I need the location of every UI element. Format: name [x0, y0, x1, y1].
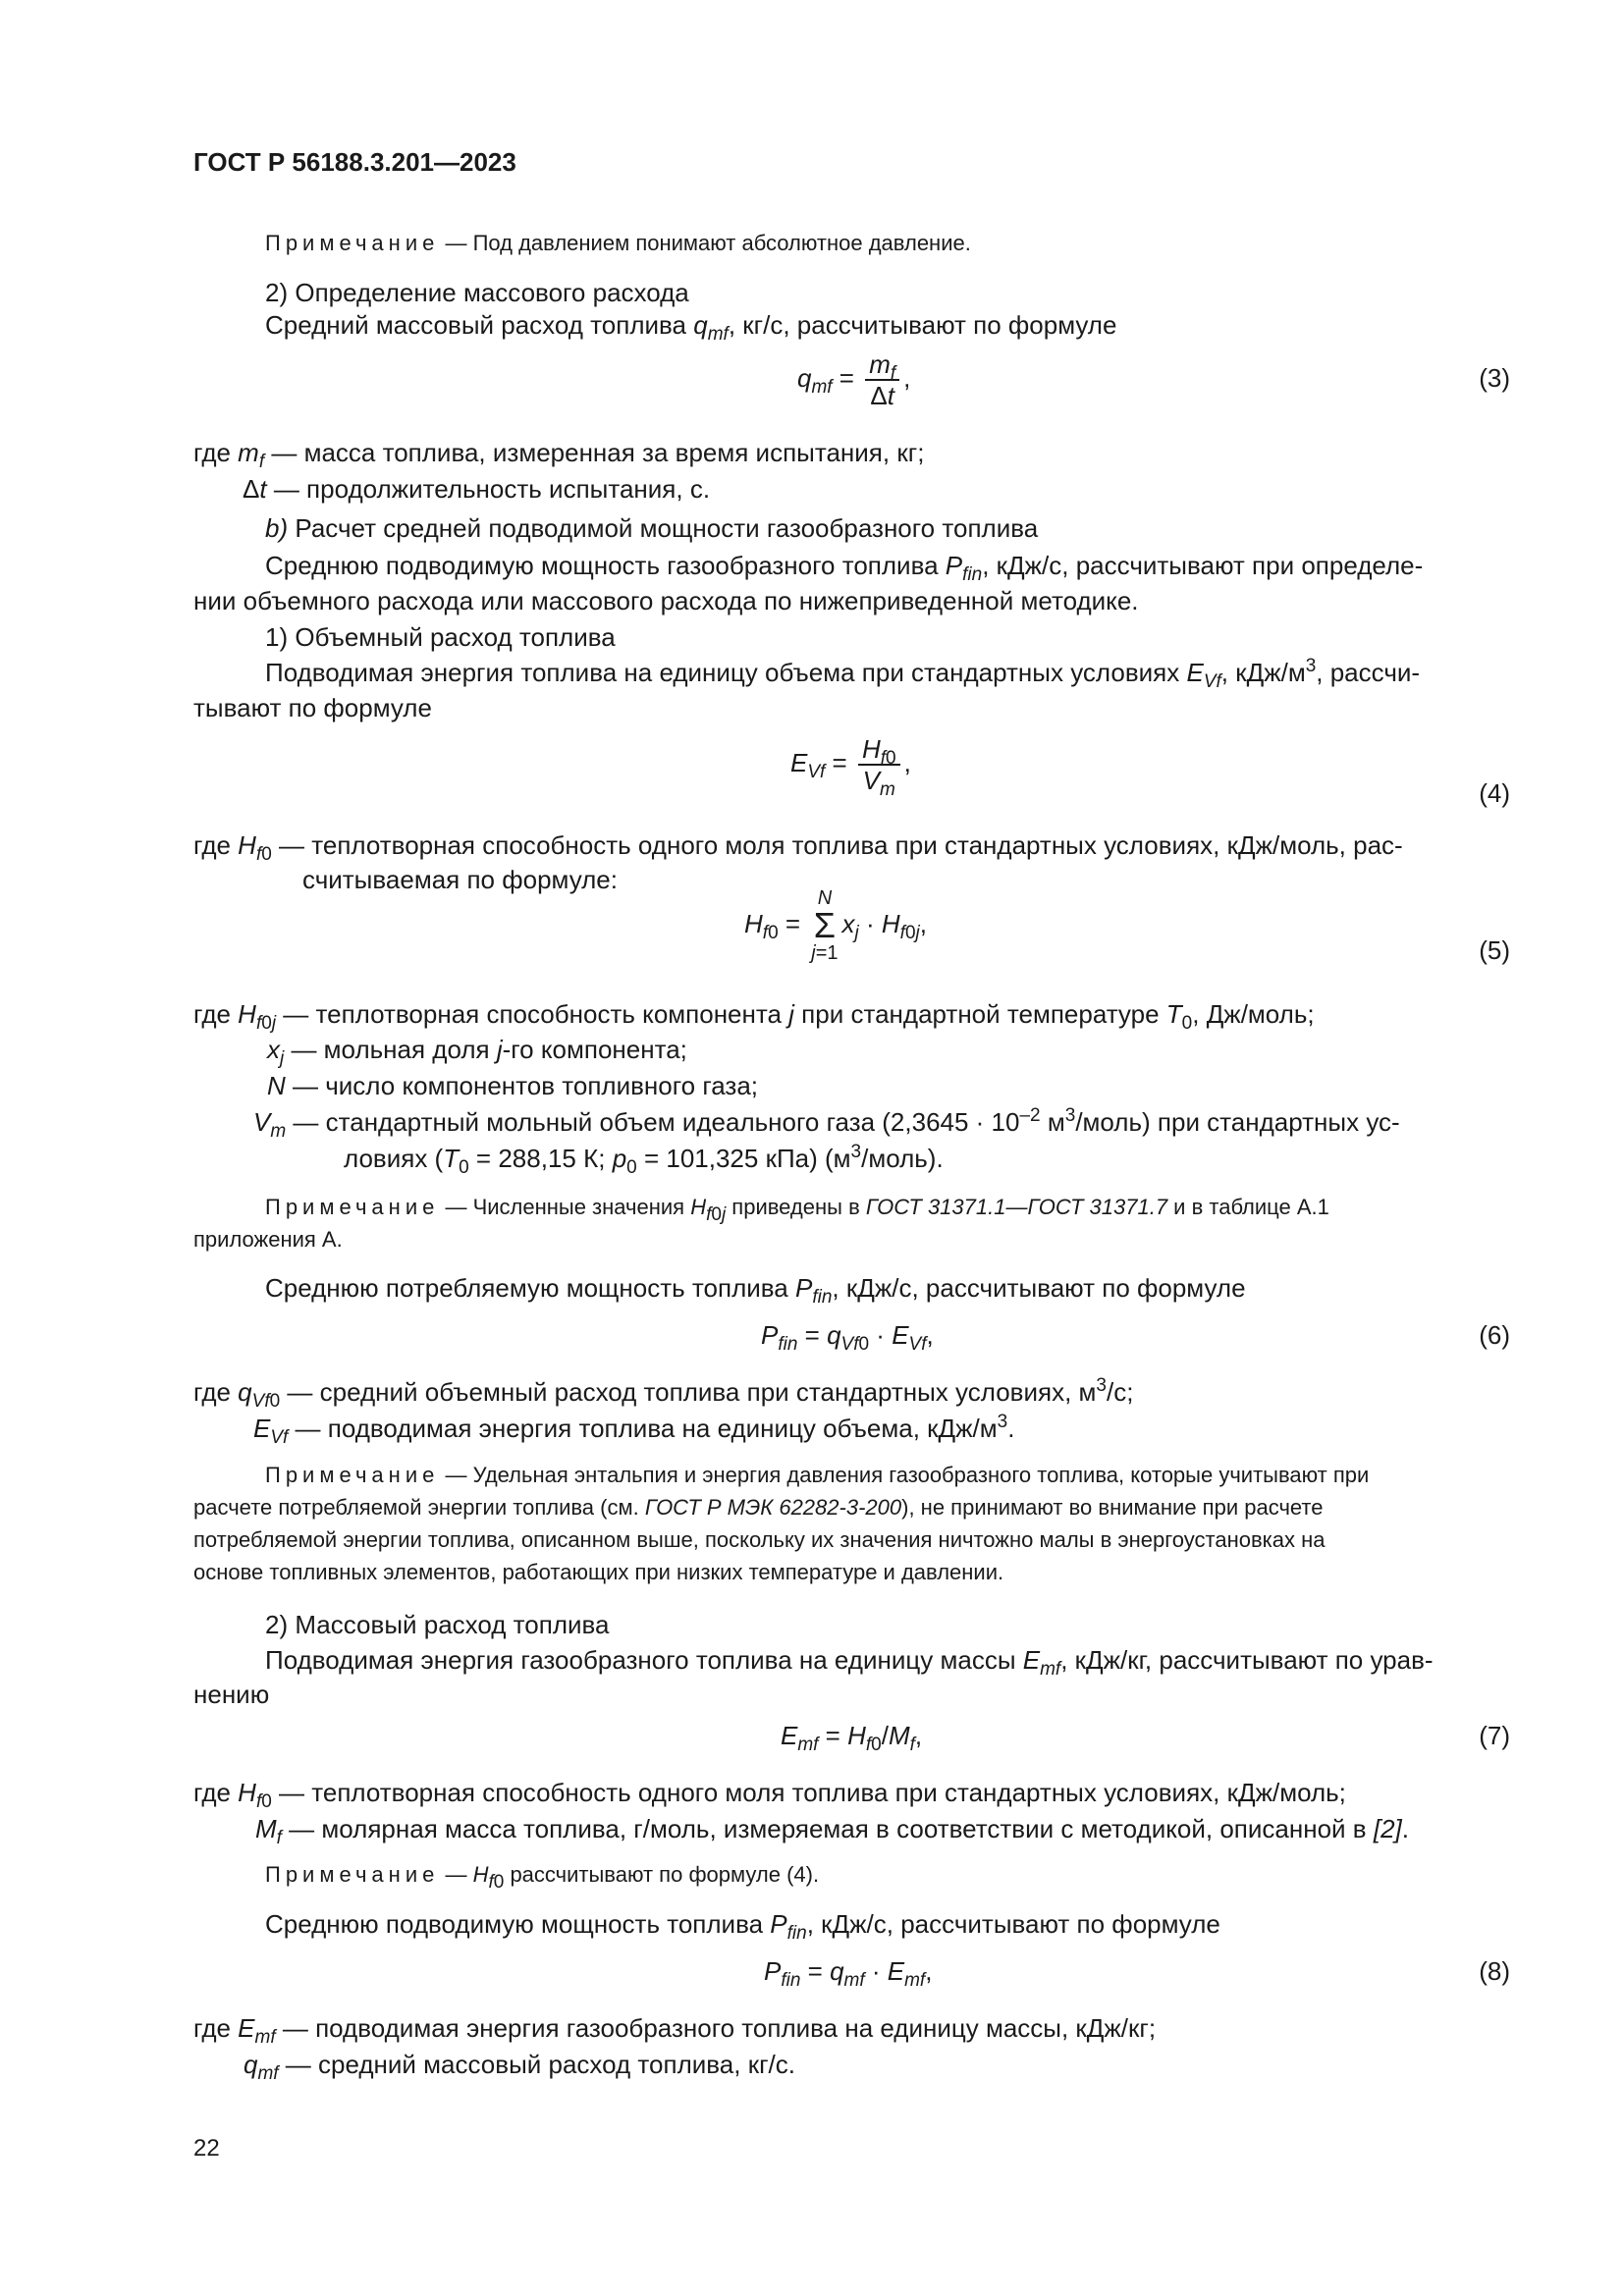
note-2-line2: приложения А.	[193, 1227, 343, 1252]
paragraph-avg-power-line1: Среднюю подводимую мощность газообразного топлива $P_{fin}$, кДж/с, рассчитывают при определе-	[265, 551, 1424, 585]
where-vm-line1: $V_m$ — стандартный мольный объем идеального газа ($2,3645 \cdot 10^{-2}$ $м^3/моль$) при стандартных ус-	[253, 1105, 1400, 1142]
paragraph-evf-line2: тывают по формуле	[193, 693, 432, 722]
paragraph-avg-input-power: Среднюю подводимую мощность топлива $P_{fin}$, кДж/с, рассчитывают по формуле	[265, 1909, 1220, 1944]
where-hf0-2: где $H_{f0}$ — теплотворная способность одного моля топлива при стандартных условиях, кДж/моль;	[193, 1778, 1346, 1812]
document-header: ГОСТ Р 56188.3.201—2023	[193, 147, 516, 177]
equation-number-3: (3)	[1479, 363, 1510, 393]
subsection-volume-flow: 1) Объемный расход топлива	[265, 622, 616, 652]
note-3-line2: расчете потребляемой энергии топлива (см. ГОСТ Р МЭК 62282-3-200), не принимают во внимание при расчете	[193, 1495, 1324, 1520]
where-emf: где $E_{mf}$ — подводимая энергия газообразного топлива на единицу массы, кДж/кг;	[193, 2013, 1157, 2048]
formula-8: $P_{fin} = q_{mf} \cdot E_{mf}$,	[764, 1956, 933, 1991]
equation-number-5: (5)	[1479, 935, 1510, 965]
page-number: 22	[193, 2135, 220, 2162]
where-hf0-line2: считываемая по формуле:	[302, 865, 618, 894]
equation-number-6: (6)	[1479, 1320, 1510, 1350]
where-n: N — число компонентов топливного газа;	[267, 1071, 759, 1100]
note-4: Примечание — $H_{f0}$ рассчитывают по формуле (4).	[265, 1862, 820, 1893]
subsection-mass-flow-2: 2) Массовый расход топлива	[265, 1610, 610, 1639]
formula-7: $E_{mf} = H_{f0}/M_f$,	[781, 1721, 923, 1755]
note-1	[265, 229, 971, 258]
where-xj: $x_j$ — мольная доля j-го компонента;	[267, 1035, 687, 1069]
paragraph-emf-line1: Подводимая энергия газообразного топлива на единицу массы $E_{mf}$, кДж/кг, рассчитывают по урав-	[265, 1645, 1434, 1680]
where-mf: где $m_f$ — масса топлива, измеренная за время испытания, кг;	[193, 438, 925, 472]
where-hf0-line1: где $H_{f0}$ — теплотворная способность одного моля топлива при стандартных условиях, кДж/моль, рас-	[193, 830, 1403, 865]
paragraph-consumed-power: Среднюю потребляемую мощность топлива $P_{fin}$, кДж/с, рассчитывают по формуле	[265, 1273, 1246, 1308]
note-3-line1: Примечание — Удельная энтальпия и энергия давления газообразного топлива, которые учитывают при	[265, 1463, 1370, 1487]
note-3-line3: потребляемой энергии топлива, описанном выше, поскольку их значения ничтожно малы в энергоустановках на	[193, 1527, 1326, 1552]
where-evf: $E_{Vf}$ — подводимая энергия топлива на единицу объема, кДж/$м^3$.	[253, 1412, 1015, 1448]
formula-3: $q_{mf}$ = $\frac{m_f}{\Delta t}$ ,	[797, 349, 911, 410]
formula-4: $E_{Vf}$ = $\frac{H_{f0}}{V_m}$ ,	[790, 734, 911, 800]
paragraph-emf-line2: нению	[193, 1680, 270, 1709]
paragraph-avg-mass: Средний массовый расход топлива $q_{mf}$, кг/с, рассчитывают по формуле	[265, 310, 1117, 345]
formula-5: $H_{f0} = N$ Σ $j=1x_j \cdot H_{f0j}$,	[744, 887, 927, 964]
where-dt: Δt — продолжительность испытания, с.	[243, 474, 711, 504]
subsection-mass-flow: 2) Определение массового расхода	[265, 278, 689, 307]
where-vm-line2: ловиях ($T_0 = 288,15$ К; $p_0 = 101,325$ кПа) $(м^3/моль)$.	[344, 1142, 944, 1178]
note-label: Примечание	[265, 231, 440, 255]
where-hf0j: где $H_{f0j}$ — теплотворная способность компонента j при стандартной температуре $T_0$, Дж/моль;	[193, 999, 1315, 1034]
paragraph-evf-line1: Подводимая энергия топлива на единицу объема при стандартных условиях $E_{Vf}$, кДж/$м^3$, рассчи-	[265, 656, 1421, 692]
equation-number-4: (4)	[1479, 778, 1510, 808]
note-2-line1: Примечание — Численные значения $H_{f0j}$ приведены в ГОСТ 31371.1—ГОСТ 31371.7 и в таблице А.1	[265, 1195, 1329, 1225]
equation-number-7: (7)	[1479, 1721, 1510, 1750]
where-qvf0: где $q_{Vf0}$ — средний объемный расход топлива при стандартных условиях, $м^3/с$;	[193, 1375, 1134, 1412]
paragraph-avg-power-line2: нии объемного расхода или массового расхода по нижеприведенной методике.	[193, 586, 1139, 615]
where-mf2: $M_f$ — молярная масса топлива, г/моль, измеряемая в соответствии с методикой, описанной в [2].	[255, 1814, 1409, 1848]
formula-6: $P_{fin} = q_{Vf0} \cdot E_{Vf}$,	[761, 1320, 934, 1355]
note-3-line4: основе топливных элементов, работающих при низких температуре и давлении.	[193, 1560, 1004, 1584]
where-qmf: $q_{mf}$ — средний массовый расход топлива, кг/с.	[244, 2050, 796, 2084]
section-b-heading: b) Расчет средней подводимой мощности газообразного топлива	[265, 513, 1039, 543]
equation-number-8: (8)	[1479, 1956, 1510, 1986]
note-text: — Под давлением понимают абсолютное давление.	[439, 231, 971, 255]
